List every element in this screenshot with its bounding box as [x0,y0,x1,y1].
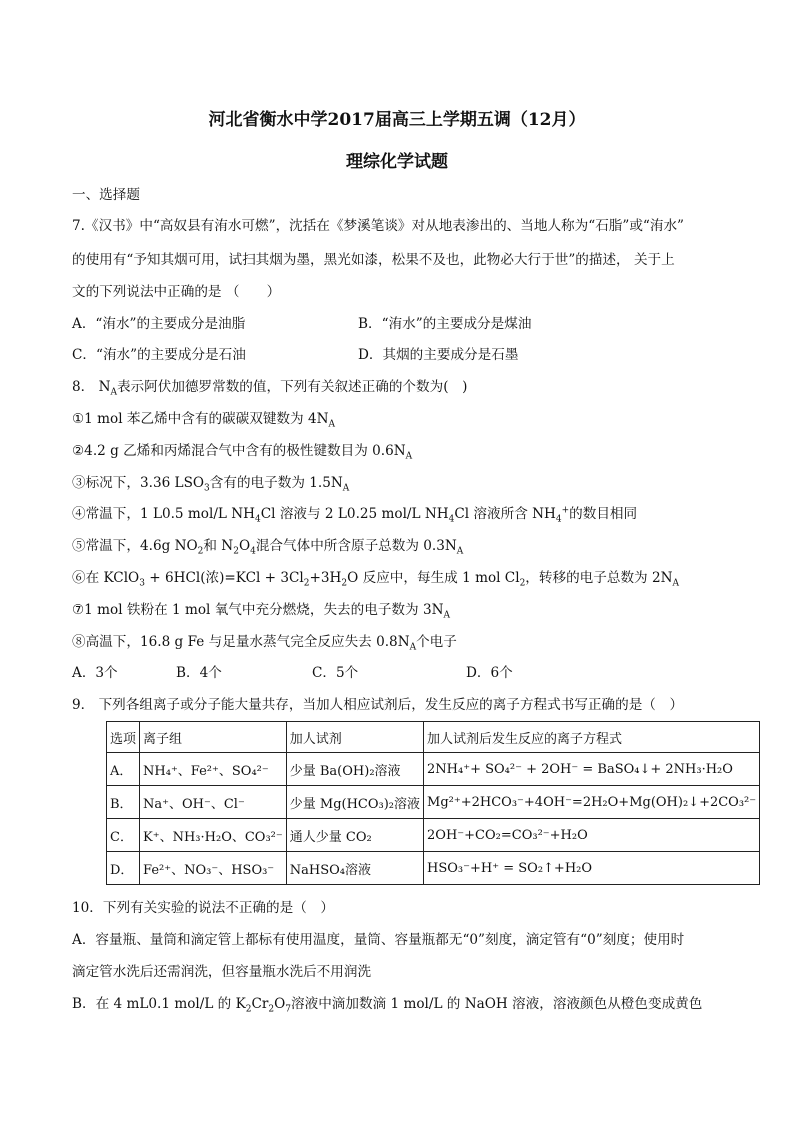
q7-stem-line-3: 文的下列说法中正确的是 （ ） [72,284,281,300]
q8-stem: 8． $N_A$表示阿伏加德罗常数的值，下列有关叙述正确的个数为( ) [72,379,468,398]
header-cell: 离子组 [140,722,287,753]
option-cell: B． [107,786,140,819]
option-cell: A． [107,753,140,786]
equation-cell: Mg²⁺+2HCO₃⁻+4OH⁻=2H₂O+Mg(OH)₂↓+2CO₃²⁻ [424,786,760,819]
q8-option-c: C．5个 [312,665,359,681]
q10-stem: 10．下列有关实验的说法不正确的是（ ） [72,900,334,916]
q7-stem-line-1: 7.《汉书》中“高奴县有洧水可燃”，沈括在《梦溪笔谈》对从地表渗出的、当地人称为“石脂”或“洧水” [72,218,685,234]
table-header-row [107,722,760,753]
q10-option-a-line-2: 滴定管水洗后还需润洗，但容量瓶水洗后不用润洗 [72,964,372,980]
ions-cell: NH₄⁺、Fe²⁺、SO₄²⁻ [140,753,287,786]
q8-statement-2: ②4.2 g 乙烯和丙烯混合气中含有的极性键数目为 $0.6N_A$ [72,443,413,462]
header-cell: 加人试剂 [286,722,423,753]
table-row [107,753,760,786]
table-row [107,852,760,885]
option-cell: C． [107,819,140,852]
q7-option-a: A．“洧水”的主要成分是油脂 [72,316,246,332]
option-cell: D． [107,852,140,885]
ions-cell: Fe²⁺、NO₃⁻、HSO₃⁻ [140,852,287,885]
q10-option-a-line-1: A．容量瓶、量筒和滴定管上都标有使用温度，量筒、容量瓶都无“0”刻度，滴定管有“0”刻度；使用时 [72,932,685,948]
q8-statement-6: ⑥在 KClO$_3$ + 6HCl(浓)$=KCl + 3Cl_2+3H_2O$ 反应中，每生成 1 mol $Cl_2$，转移的电子总数为 $2N_A$ [72,570,680,589]
section-heading: 一、选择题 [72,187,140,203]
table-row [107,819,760,852]
q8-statement-1: ①1 mol 苯乙烯中含有的碳碳双键数为 $4N_A$ [72,411,335,430]
q8-statement-7: ⑦1 mol 铁粉在 1 mol 氧气中充分燃烧，失去的电子数为 $3N_A$ [72,602,450,621]
q7-option-b: B．“洧水”的主要成分是煤油 [358,316,532,332]
reagent-cell: NaHSO₄溶液 [286,852,423,885]
table-row [107,786,760,819]
header-cell: 加人试剂后发生反应的离子方程式 [424,722,760,753]
equation-cell: HSO₃⁻+H⁺ = SO₂↑+H₂O [424,852,760,885]
equation-cell: 2NH₄⁺+ SO₄²⁻ + 2OH⁻ = BaSO₄↓+ 2NH₃·H₂O [424,753,760,786]
page-title: 河北省衡水中学2017届高三上学期五调（12月） [208,110,586,130]
q8-statement-3: ③标况下，3.36 $LSO_3$含有的电子数为 $1.5N_A$ [72,475,350,494]
q9-stem: 9． 下列各组离子或分子能大量共存，当加人相应试剂后，发生反应的离子方程式书写正确的是（ ） [72,697,684,713]
q8-statement-8: ⑧高温下，16.8 g Fe 与足量水蒸气完全反应失去 $0.8N_A$个电子 [72,634,457,653]
q8-statement-5: ⑤常温下，4.6g $NO_2$和 $N_2O_4$混合气体中所含原子总数为 $0.3N_A$ [72,538,464,557]
q7-option-d: D．其烟的主要成分是石墨 [358,347,519,363]
reagent-cell: 通人少量 CO₂ [286,819,423,852]
q10-option-b: B．在 4 mL0.1 mol/L 的 $K_2Cr_2O_7$溶液中滴加数滴 1 mol/L 的 NaOH 溶液，溶液颜色从橙色变成黄色 [72,996,703,1015]
reagent-cell: 少量 Ba(OH)₂溶液 [286,753,423,786]
page-subtitle: 理综化学试题 [346,152,448,172]
reagent-cell: 少量 Mg(HCO₃)₂溶液 [286,786,423,819]
q7-option-c: C．“洧水”的主要成分是石油 [72,347,246,363]
equation-cell: 2OH⁻+CO₂=CO₃²⁻+H₂O [424,819,760,852]
q8-statement-4: ④常温下，1 L0.5 mol/L $NH_4Cl$ 溶液与 2 L0.25 mol/L $NH_4Cl$ 溶液所含 $NH_4^+$的数目相同 [72,505,638,525]
q8-option-d: D．6个 [466,665,513,681]
q9-table [106,721,760,885]
header-cell: 选项 [107,722,140,753]
ions-cell: Na⁺、OH⁻、Cl⁻ [140,786,287,819]
q7-stem-line-2: 的使用有“予知其烟可用，试扫其烟为墨，黑光如漆，松果不及也，此物必大行于世”的描述， 关于上 [72,252,675,268]
ions-cell: K⁺、NH₃·H₂O、CO₃²⁻ [140,819,287,852]
q8-option-b: B．4个 [176,665,222,681]
q8-option-a: A．3个 [72,665,118,681]
